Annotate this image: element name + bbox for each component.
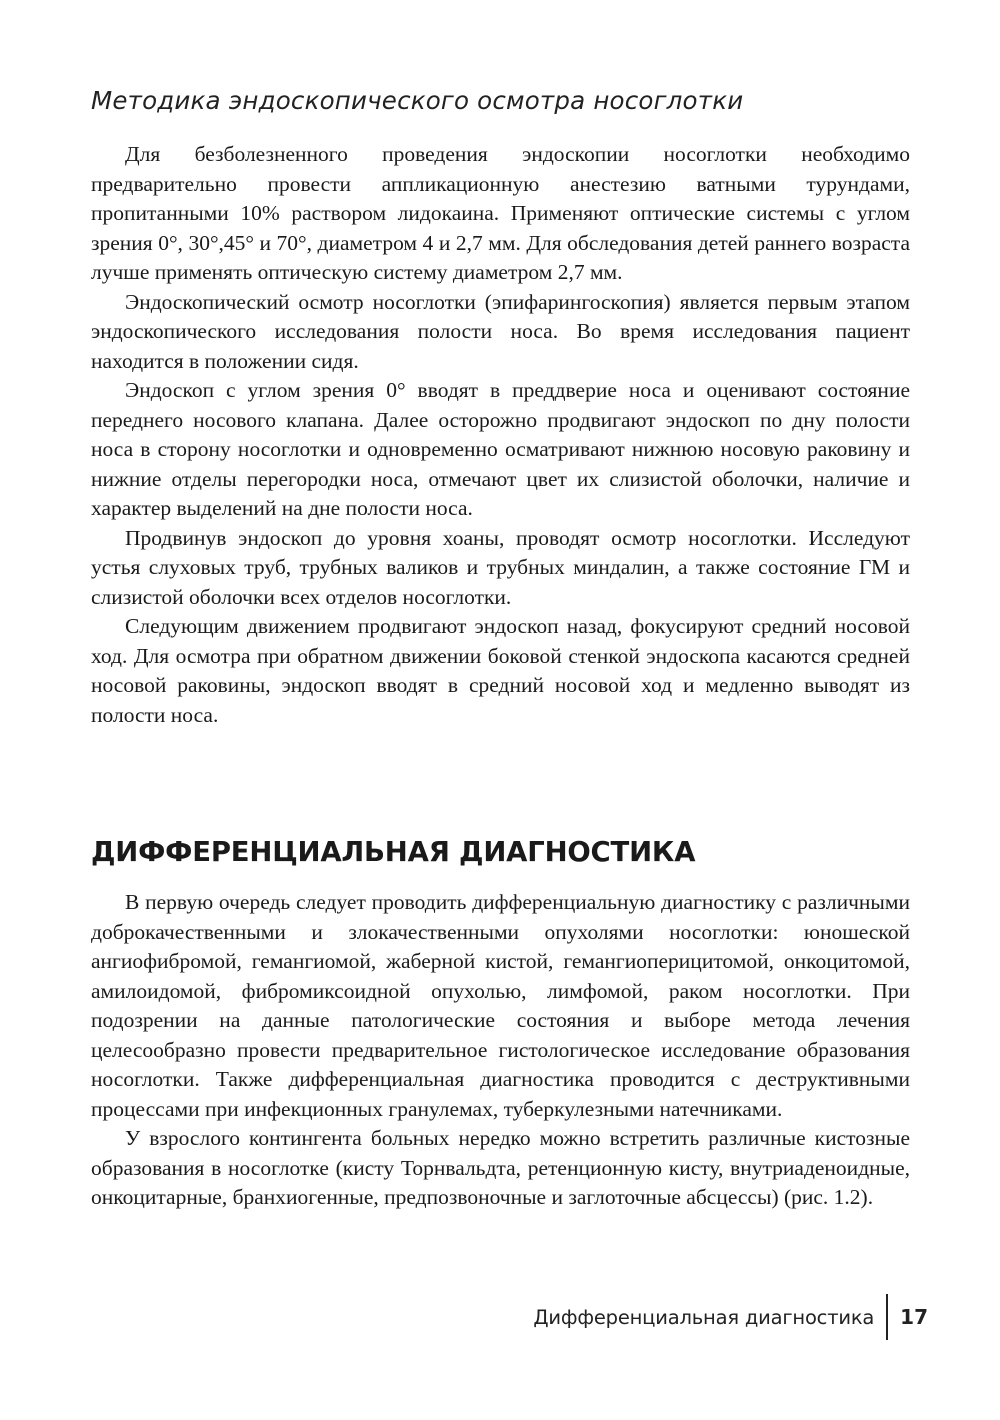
subsection-title: Методика эндоскопического осмотра носоглотки — [91, 86, 744, 115]
paragraph: Для безболезненного проведения эндоскопии носоглотки необходимо предварительно провести аппликационную анестезию ватными турундами, пропитанными 10% раствором лидокаина. Применяют оптические системы с углом зрения 0°, 30°,45° и 70°, диаметром 4 и 2,7 мм. Для обследования детей раннего возраста лучше применять оптическую систему диаметром 2,7 мм. — [91, 142, 910, 284]
paragraph: У взрослого контингента больных нередко можно встретить различные кистозные образования в носоглотке (кисту Торнвальдта, ретенционную кисту, внутриаденоидные, онкоцитарные, бранхиогенные, предпозвоночные и заглоточные абсцессы) (рис. 1.2). — [91, 1126, 910, 1209]
paragraph: Эндоскоп с углом зрения 0° вводят в преддверие носа и оценивают состояние переднего носового клапана. Далее осторожно продвигают эндоскоп по дну полости носа в сторону носоглотки и одновременно осматривают нижнюю носовую раковину и нижние отделы перегородки носа, отмечают цвет их слизистой оболочки, наличие и характер выделений на дне полости носа. — [91, 378, 910, 520]
paragraph: Следующим движением продвигают эндоскоп назад, фокусируют средний носовой ход. Для осмотра при обратном движении боковой стенкой эндоскопа касаются средней носовой раковины, эндоскоп вводят в средний носовой ход и медленно выводят из полости носа. — [91, 614, 910, 727]
page-number: 17 — [900, 1305, 928, 1329]
paragraph: В первую очередь следует проводить дифференциальную диагностику с различными доброкачественными и злокачественными опухолями носоглотки: юношеской ангиофибромой, гемангиомой, жаберной кистой, гемангиоперицитомой, онкоцитомой, амилоидомой, фибромиксоидной опухолью, лимфомой, раком носоглотки. При подозрении на данные патологические состояния и выборе метода лечения целесообразно провести предварительное гистологическое исследование образования носоглотки. Также дифференциальная диагностика проводится с деструктивными процессами при инфекционных гранулемах, туберкулезными натечниками. — [91, 890, 910, 1121]
paragraph: Продвинув эндоскоп до уровня хоаны, проводят осмотр носоглотки. Исследуют устья слуховых труб, трубных валиков и трубных миндалин, а также состояние ГМ и слизистой оболочки всех отделов носоглотки. — [91, 525, 910, 609]
paragraph: Эндоскопический осмотр носоглотки (эпифарингоскопия) является первым этапом эндоскопического исследования полости носа. Во время исследования пациент находится в положении сидя. — [91, 289, 910, 373]
section-body — [91, 888, 910, 1213]
section-title: ДИФФЕРЕНЦИАЛЬНАЯ ДИАГНОСТИКА — [91, 836, 696, 868]
page-footer — [533, 1294, 928, 1340]
subsection-body — [91, 140, 910, 730]
running-title: Дифференциальная диагностика — [533, 1305, 875, 1329]
